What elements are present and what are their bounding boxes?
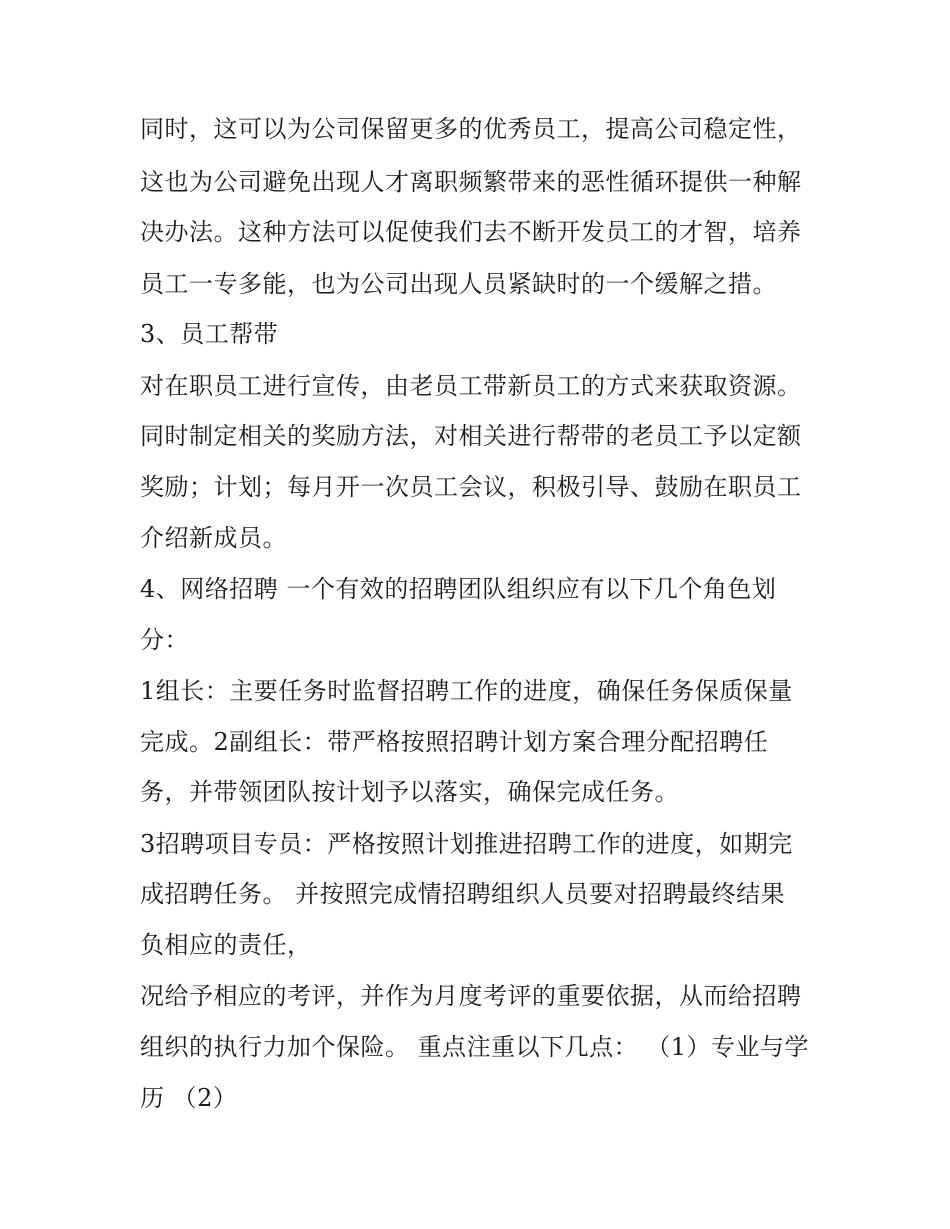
- text-line: 介绍新成员。: [140, 524, 287, 552]
- text-line: 历 （2）: [140, 1084, 238, 1112]
- section-heading: 4、网络招聘 一个有效的招聘团队组织应有以下几个角色划: [140, 575, 777, 603]
- text-line: 员工一专多能，也为公司出现人员紧缺时的一个缓解之措。: [140, 270, 777, 298]
- text-line: 3招聘项目专员：严格按照计划推进招聘工作的进度，如期完: [140, 830, 793, 858]
- text-line: 负相应的责任，: [140, 931, 312, 959]
- text-line: 1组长：主要任务时监督招聘工作的进度，确保任务保质保量: [140, 677, 793, 705]
- text-line: 组织的执行力加个保险。 重点注重以下几点： （1）专业与学: [140, 1033, 810, 1061]
- text-line: 同时，这可以为公司保留更多的优秀员工，提高公司稳定性，: [140, 115, 802, 143]
- text-line: 奖励；计划；每月开一次员工会议，积极引导、鼓励在职员工: [140, 473, 802, 501]
- text-line: 况给予相应的考评，并作为月度考评的重要依据，从而给招聘: [140, 982, 802, 1010]
- text-line: 成招聘任务。 并按照完成情招聘组织人员要对招聘最终结果: [140, 880, 786, 908]
- text-line: 同时制定相关的奖励方法，对相关进行帮带的老员工予以定额: [140, 422, 802, 450]
- text-line: 决办法。这种方法可以促使我们去不断开发员工的才智，培养: [140, 218, 802, 246]
- text-line: 这也为公司避免出现人才离职频繁带来的恶性循环提供一种解: [140, 168, 802, 196]
- section-heading: 3、员工帮带: [140, 320, 279, 348]
- text-line: 对在职员工进行宣传，由老员工带新员工的方式来获取资源。: [140, 372, 802, 400]
- text-line: 分：: [140, 626, 189, 654]
- text-line: 务，并带领团队按计划予以落实，确保完成任务。: [140, 778, 679, 806]
- text-line: 完成。2副组长：带严格按照招聘计划方案合理分配招聘任: [140, 728, 769, 756]
